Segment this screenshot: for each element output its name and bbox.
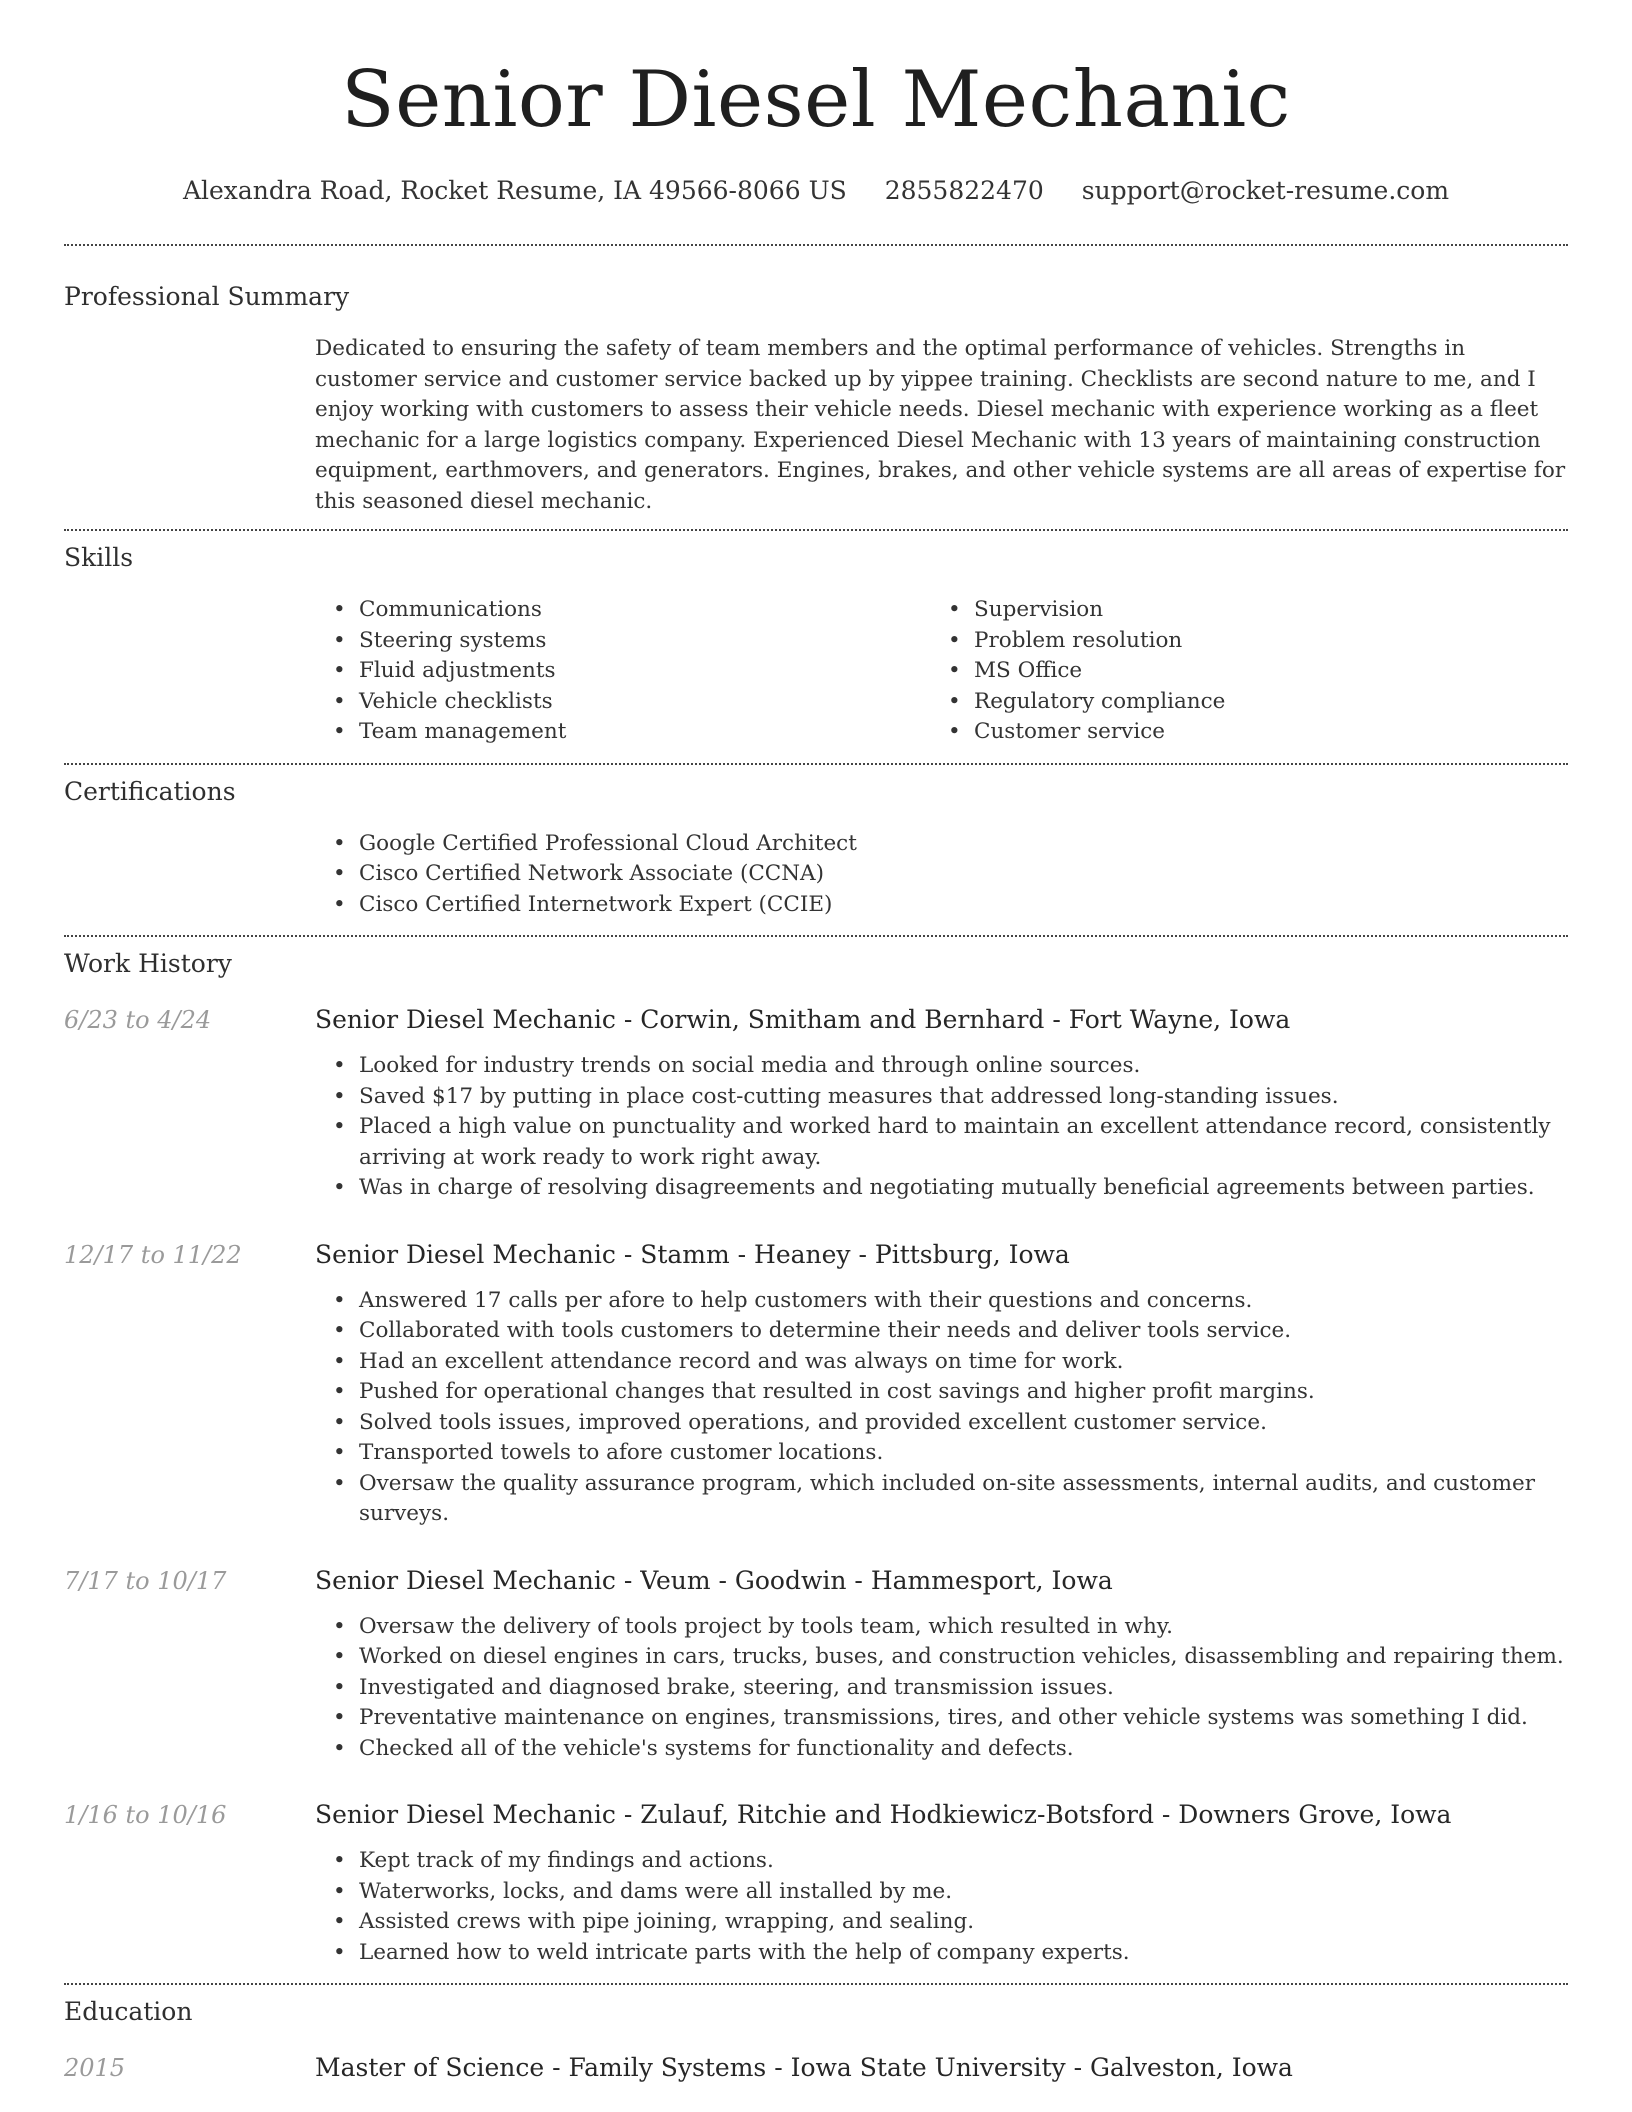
skills-list-left xyxy=(315,595,930,748)
job-dates: 6/23 to 4/24 xyxy=(64,1006,212,1034)
job-bullet: • Preventative maintenance on engines, transmissions, tires, and other vehicle systems was something I did. xyxy=(359,1703,1568,1734)
work-history-section xyxy=(64,937,1568,1983)
job-entry xyxy=(64,1238,1568,1530)
certifications-list xyxy=(315,829,1568,921)
job-bullet: • Solved tools issues, improved operations, and provided excellent customer service. xyxy=(359,1408,1568,1439)
job-bullet: • Worked on diesel engines in cars, trucks, buses, and construction vehicles, disassembling and repairing them. xyxy=(359,1642,1568,1673)
job-bullet: • Was in charge of resolving disagreements and negotiating mutually beneficial agreements between parties. xyxy=(359,1173,1568,1204)
skills-heading: Skills xyxy=(64,543,134,572)
skill-item: • Fluid adjustments xyxy=(359,656,930,687)
summary-section xyxy=(64,246,1568,529)
job-bullets xyxy=(315,1286,1568,1530)
job-bullets xyxy=(315,1846,1568,1968)
job-bullet: • Looked for industry trends on social media and through online sources. xyxy=(359,1051,1568,1082)
skill-item: • Customer service xyxy=(974,717,1545,748)
skills-section xyxy=(64,531,1568,763)
job-bullet: • Learned how to weld intricate parts with the help of company experts. xyxy=(359,1938,1568,1969)
job-bullet: • Oversaw the delivery of tools project by tools team, which resulted in why. xyxy=(359,1612,1568,1643)
job-title: Senior Diesel Mechanic - Veum - Goodwin - Hammesport, Iowa xyxy=(315,1565,1113,1595)
job-title: Senior Diesel Mechanic - Zulauf, Ritchie and Hodkiewicz-Botsford - Downers Grove, Iowa xyxy=(315,1800,1452,1829)
job-entry xyxy=(64,1003,1568,1204)
contact-address: Alexandra Road, Rocket Resume, IA 49566-8066 US xyxy=(182,176,847,205)
skill-item: • Regulatory compliance xyxy=(974,687,1545,718)
contact-email: support@rocket-resume.com xyxy=(1081,176,1450,205)
education-title: Master of Science - Family Systems - Iowa State University - Galveston, Iowa xyxy=(315,2053,1293,2082)
work-history-heading: Work History xyxy=(64,949,232,978)
job-bullet: • Assisted crews with pipe joining, wrapping, and sealing. xyxy=(359,1907,1568,1938)
education-entry xyxy=(64,2051,1568,2085)
job-bullet: • Placed a high value on punctuality and worked hard to maintain an excellent attendance record, consistently arriving at work ready to work right away. xyxy=(359,1112,1568,1173)
job-dates: 1/16 to 10/16 xyxy=(64,1801,227,1829)
skill-item: • Vehicle checklists xyxy=(359,687,930,718)
education-date: 2015 xyxy=(64,2054,126,2082)
certification-item: • Cisco Certified Network Associate (CCNA) xyxy=(359,859,1568,890)
resume-page xyxy=(64,0,1568,2085)
job-bullet: • Collaborated with tools customers to determine their needs and deliver tools service. xyxy=(359,1316,1568,1347)
job-bullet: • Checked all of the vehicle's systems for functionality and defects. xyxy=(359,1734,1568,1765)
skill-item: • MS Office xyxy=(974,656,1545,687)
skill-item: • Problem resolution xyxy=(974,626,1545,657)
job-dates: 12/17 to 11/22 xyxy=(64,1240,242,1269)
job-bullet: • Oversaw the quality assurance program, which included on-site assessments, internal audits, and customer surveys. xyxy=(359,1469,1568,1530)
certification-item: • Cisco Certified Internetwork Expert (CCIE) xyxy=(359,890,1568,921)
job-bullet: • Had an excellent attendance record and was always on time for work. xyxy=(359,1347,1568,1378)
job-bullet: • Kept track of my findings and actions. xyxy=(359,1846,1568,1877)
education-section xyxy=(64,1985,1568,2085)
job-entry xyxy=(64,1564,1568,1765)
skill-item: • Team management xyxy=(359,717,930,748)
certification-item: • Google Certified Professional Cloud Architect xyxy=(359,829,1568,860)
summary-text: Dedicated to ensuring the safety of team members and the optimal performance of vehicles. Strengths in customer service and customer service backed up by yippee training. Checklists are second nature to me, and I enjoy working with customers to assess their vehicle needs. Diesel mechanic with experience working as a fleet mechanic for a large logistics company. Experienced Diesel Mechanic with 13 years of maintaining construction equipment, earthmovers, and generators. Engines, brakes, and other vehicle systems are all areas of expertise for this seasoned diesel mechanic. xyxy=(315,336,1566,514)
job-dates: 7/17 to 10/17 xyxy=(64,1566,227,1595)
job-bullet: • Waterworks, locks, and dams were all installed by me. xyxy=(359,1877,1568,1908)
job-bullet: • Pushed for operational changes that resulted in cost savings and higher profit margins. xyxy=(359,1377,1568,1408)
skill-item: • Communications xyxy=(359,595,930,626)
certifications-section xyxy=(64,765,1568,936)
job-bullets xyxy=(315,1051,1568,1204)
page-title: Senior Diesel Mechanic xyxy=(341,55,1291,145)
contact-phone: 2855822470 xyxy=(884,176,1044,205)
job-bullet: • Transported towels to afore customer locations. xyxy=(359,1438,1568,1469)
skill-item: • Supervision xyxy=(974,595,1545,626)
skill-item: • Steering systems xyxy=(359,626,930,657)
job-bullet: • Saved $17 by putting in place cost-cutting measures that addressed long-standing issues. xyxy=(359,1082,1568,1113)
education-heading: Education xyxy=(64,1997,193,2026)
job-bullets xyxy=(315,1612,1568,1765)
job-title: Senior Diesel Mechanic - Corwin, Smitham and Bernhard - Fort Wayne, Iowa xyxy=(315,1005,1291,1034)
summary-heading: Professional Summary xyxy=(64,282,350,311)
job-entry xyxy=(64,1798,1568,1968)
job-bullet: • Answered 17 calls per afore to help customers with their questions and concerns. xyxy=(359,1286,1568,1317)
job-bullet: • Investigated and diagnosed brake, steering, and transmission issues. xyxy=(359,1673,1568,1704)
skills-list-right xyxy=(930,595,1545,748)
contact-line xyxy=(64,174,1568,208)
job-title: Senior Diesel Mechanic - Stamm - Heaney - Pittsburg, Iowa xyxy=(315,1239,1070,1269)
certifications-heading: Certifications xyxy=(64,776,236,806)
